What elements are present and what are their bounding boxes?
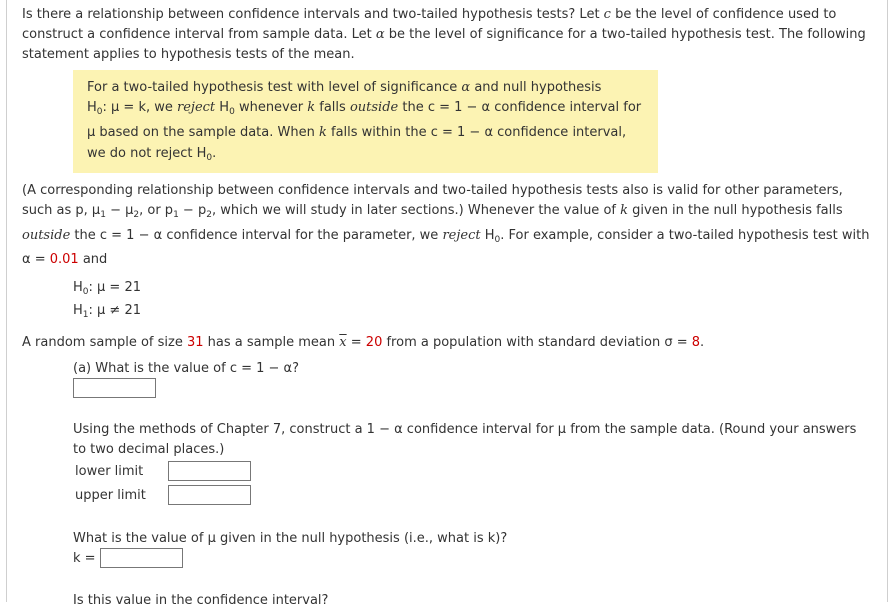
null-hypothesis: $H_0$: μ = 21 — [73, 280, 141, 297]
ci-instruction-line-1: Using the methods of Chapter 7, construct a 1 − α confidence interval for μ from the sample data. (Round your answers — [73, 422, 857, 437]
question-a: (a) What is the value of c = 1 − α? — [73, 361, 300, 376]
para2-line-1: (A corresponding relationship between confidence intervals and two-tailed hypothesis tests also is valid for other parameters, — [22, 183, 843, 198]
intro-line-2: construct a confidence interval from sample data. Let α be the level of significance for a two-tailed hypothesis test. The following — [22, 27, 866, 42]
sample-description: A random sample of size 31 has a sample mean $\overline{x} = 20$ from a population with standard deviation σ = 8. — [22, 335, 705, 350]
note-line-2: $H_0$: μ = k, we reject $H_0$ whenever k falls outside the c = 1 − α confidence interval for — [87, 100, 642, 117]
sample-mean: 20 — [365, 335, 383, 350]
sigma-value: 8 — [691, 335, 701, 350]
upper-limit-input[interactable] — [168, 485, 251, 505]
note-line-3: μ based on the sample data. When k falls within the c = 1 − α confidence interval, — [87, 125, 627, 140]
para2-line-2: such as p, $\mu_1 - \mu_2$, or $p_1 - p_2$, which we will study in later sections.) Whenever the value of k given in the null hypothesis falls — [22, 203, 843, 220]
k-value-input[interactable] — [100, 548, 183, 568]
question-in-interval: Is this value in the confidence interval? — [73, 593, 329, 608]
question-k: What is the value of μ given in the null hypothesis (i.e., what is k)? — [73, 531, 508, 546]
ci-instruction-line-2: to two decimal places.) — [73, 442, 225, 457]
alpha-value: 0.01 — [49, 252, 79, 267]
c-value-input[interactable] — [73, 378, 156, 398]
note-line-4: we do not reject $H_0$. — [87, 146, 217, 163]
upper-limit-label: upper limit — [75, 488, 146, 503]
note-line-1: For a two-tailed hypothesis test with level of significance α and null hypothesis — [87, 80, 602, 95]
intro-line-3: statement applies to hypothesis tests of the mean. — [22, 47, 355, 62]
k-label: k = — [73, 551, 96, 566]
alternative-hypothesis: $H_1$: μ ≠ 21 — [73, 303, 141, 320]
para2-line-4: α = 0.01 and — [22, 252, 108, 267]
lower-limit-label: lower limit — [75, 464, 144, 479]
lower-limit-input[interactable] — [168, 461, 251, 481]
intro-line-1: Is there a relationship between confidence intervals and two-tailed hypothesis tests? Let c be the level of confidence used to — [22, 7, 837, 22]
para2-line-3: outside the c = 1 − α confidence interval for the parameter, we reject $H_0$. For example, consider a two-tailed hypothesis test with — [22, 228, 870, 245]
sample-size: 31 — [186, 335, 204, 350]
